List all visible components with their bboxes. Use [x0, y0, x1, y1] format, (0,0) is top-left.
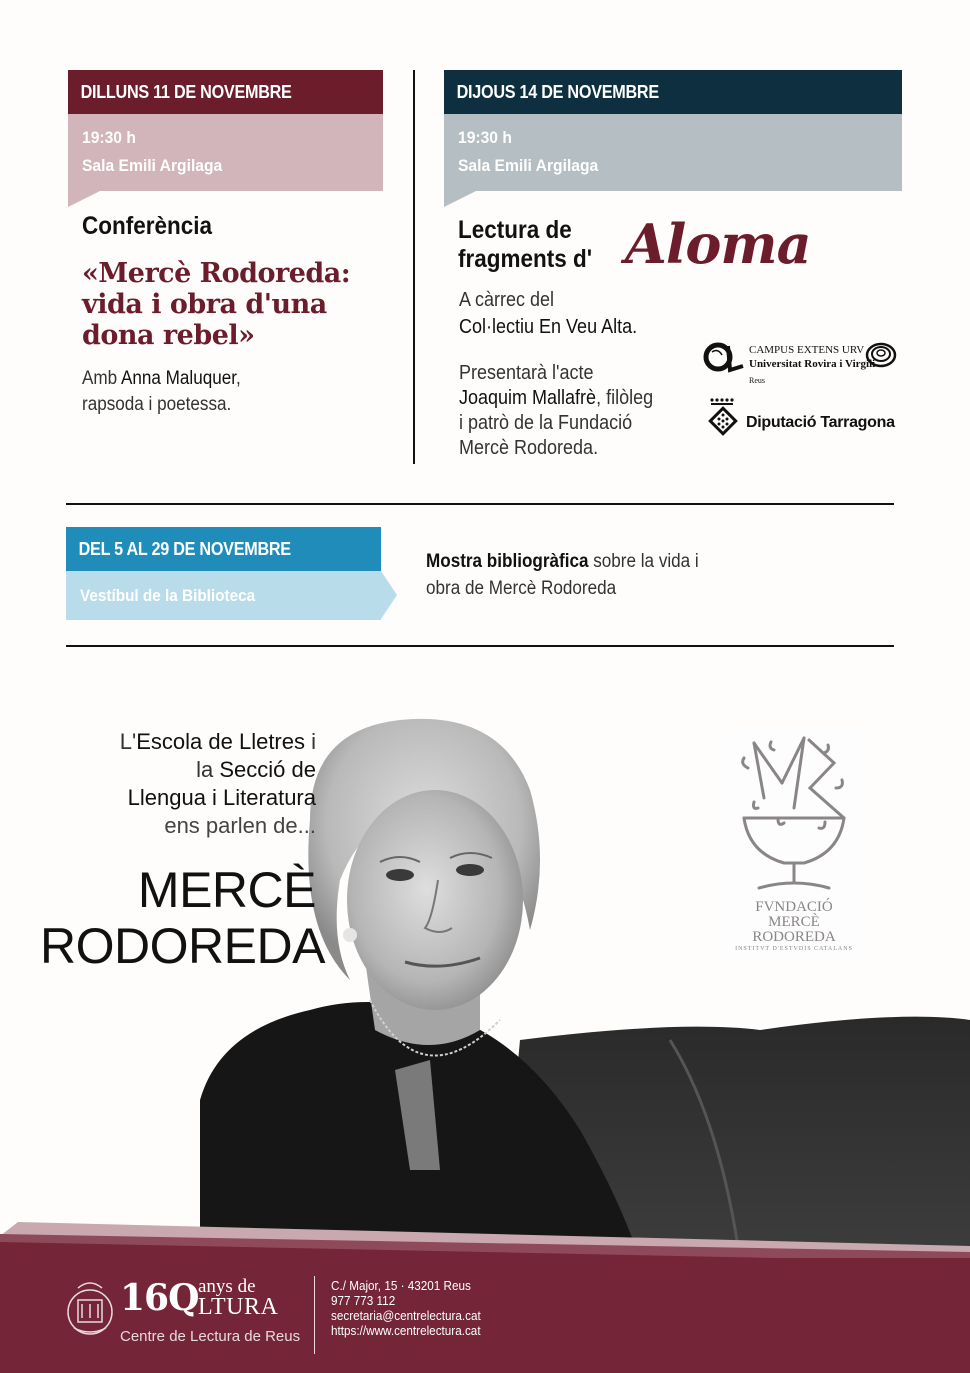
- urv-a-icon: [703, 340, 745, 374]
- presenter-intro: Presentarà l'acte: [459, 362, 594, 384]
- organization-name: Centre de Lectura de Reus: [120, 1328, 301, 1345]
- featured-name: [40, 862, 325, 974]
- contact-info: [331, 1278, 497, 1338]
- event-time: 19:30 h: [458, 128, 512, 147]
- arrow-right-shape: [381, 571, 397, 619]
- diputacio-label: Diputació Tarragona: [746, 414, 895, 431]
- fundacio-rodoreda-logo: [724, 728, 864, 960]
- presenter-role-line: Mercè Rodoreda.: [459, 437, 599, 459]
- event-performers: [459, 287, 657, 341]
- event-type-line: fragments d': [458, 245, 593, 273]
- featured-name-line: RODOREDA: [40, 918, 325, 974]
- footer-divider: [314, 1276, 315, 1354]
- speaker-role: rapsoda i poetessa.: [82, 394, 232, 415]
- event-time: 19:30 h: [82, 128, 136, 147]
- event-time-place: [444, 114, 902, 191]
- event-date-header: [444, 70, 902, 114]
- column-divider: [413, 70, 415, 464]
- intro-text: [60, 728, 316, 840]
- phone[interactable]: 977 773 112: [331, 1293, 396, 1308]
- exhibition-title: Mostra bibliogràfica: [426, 551, 589, 572]
- presenter-role-line: i patrò de la Fundació: [459, 412, 633, 434]
- urv-city-label: Reus: [749, 376, 765, 385]
- event-date-header: [66, 527, 381, 571]
- logo-ltura: LTURA: [198, 1294, 279, 1320]
- event-type: [82, 212, 226, 241]
- exhibition-desc: sobre la vida i: [588, 551, 699, 572]
- event-place: Vestíbul de la Biblioteca: [80, 585, 256, 605]
- fundacio-institut: INSTITVT D'ESTVDIS CATALANS: [735, 946, 853, 952]
- section-divider-bottom: [66, 645, 894, 647]
- diputacio-crest-icon: [706, 396, 740, 444]
- speaker-name: Anna Maluquer: [120, 368, 237, 389]
- intro-text-fragment: L': [119, 729, 137, 754]
- intro-text-fragment: i: [305, 729, 316, 754]
- event-place: Sala Emili Argilaga: [82, 156, 223, 175]
- email-link[interactable]: secretaria@centrelectura.cat: [331, 1308, 481, 1323]
- fundacio-text: [724, 900, 864, 954]
- urv-spiral-icon: [865, 340, 897, 370]
- centre-lectura-crest-icon: [64, 1278, 116, 1338]
- urv-logo: [703, 338, 903, 388]
- exhibition-description: [426, 548, 729, 602]
- featured-name-line: MERCÈ: [137, 862, 316, 918]
- logo-16q: 16Q: [120, 1277, 199, 1319]
- logo-anys-de: anys de: [198, 1276, 256, 1297]
- event-title: [82, 258, 382, 351]
- event-description: [82, 366, 382, 418]
- work-title-aloma: Aloma: [625, 212, 811, 276]
- event-date: DIJOUS 14 DE NOVEMBRE: [456, 81, 659, 102]
- event-time-place: [68, 114, 383, 191]
- seccio-de: Secció de: [219, 757, 316, 782]
- performers-intro: A càrrec del: [459, 289, 555, 311]
- event-title-line: vida i obra d'una: [82, 289, 327, 320]
- llengua-i-literatura: Llengua i Literatura: [127, 785, 316, 810]
- escola-de-lletres: Escola de Lletres: [136, 729, 305, 754]
- event-place: Sala Emili Argilaga: [458, 156, 599, 175]
- footer-band-shapes: [0, 1222, 970, 1262]
- desc-prefix: Amb: [82, 368, 121, 389]
- footer: [0, 1258, 970, 1373]
- event-type-line: Lectura de: [458, 216, 572, 244]
- fundacio-chalice-icon: [724, 728, 864, 893]
- fundacio-line: MERCÈ: [768, 914, 820, 930]
- address: C./ Major, 15 · 43201 Reus: [331, 1278, 471, 1293]
- exhibition-desc-line: obra de Mercè Rodoreda: [426, 578, 617, 599]
- presenter-role: , filòleg: [596, 387, 654, 409]
- event-date-header: [68, 70, 383, 114]
- presenter-name: Joaquim Mallafrè: [459, 387, 597, 409]
- event-monday: [68, 70, 383, 191]
- event-presenter: [459, 361, 675, 461]
- event-date: DILLUNS 11 DE NOVEMBRE: [80, 81, 292, 102]
- ens-parlen-de: ens parlen de...: [164, 813, 316, 838]
- fundacio-line: RODOREDA: [752, 929, 836, 945]
- event-type: [458, 216, 607, 277]
- diputacio-logo: [706, 396, 906, 446]
- website-link[interactable]: https://www.centrelectura.cat: [331, 1323, 481, 1338]
- footer-bands: [0, 1222, 970, 1262]
- event-title-line: «Mercè Rodoreda:: [82, 258, 351, 289]
- section-divider-top: [66, 503, 894, 505]
- intro-text-fragment: la: [196, 757, 220, 782]
- event-thursday: [444, 70, 902, 191]
- event-date: DEL 5 AL 29 DE NOVEMBRE: [78, 538, 291, 559]
- fundacio-line: FVNDACIÓ: [755, 899, 833, 915]
- urv-university-label: Universitat Rovira i Virgili: [749, 358, 876, 370]
- desc-suffix: ,: [236, 368, 241, 389]
- event-type-label: Conferència: [82, 212, 213, 240]
- event-exhibition: [66, 527, 381, 620]
- urv-campus-label: CAMPUS EXTENS URV: [749, 344, 865, 356]
- event-place-box: [66, 571, 381, 620]
- performers-name: Col·lectiu En Veu Alta.: [459, 316, 638, 338]
- event-title-line: dona rebel»: [82, 320, 255, 351]
